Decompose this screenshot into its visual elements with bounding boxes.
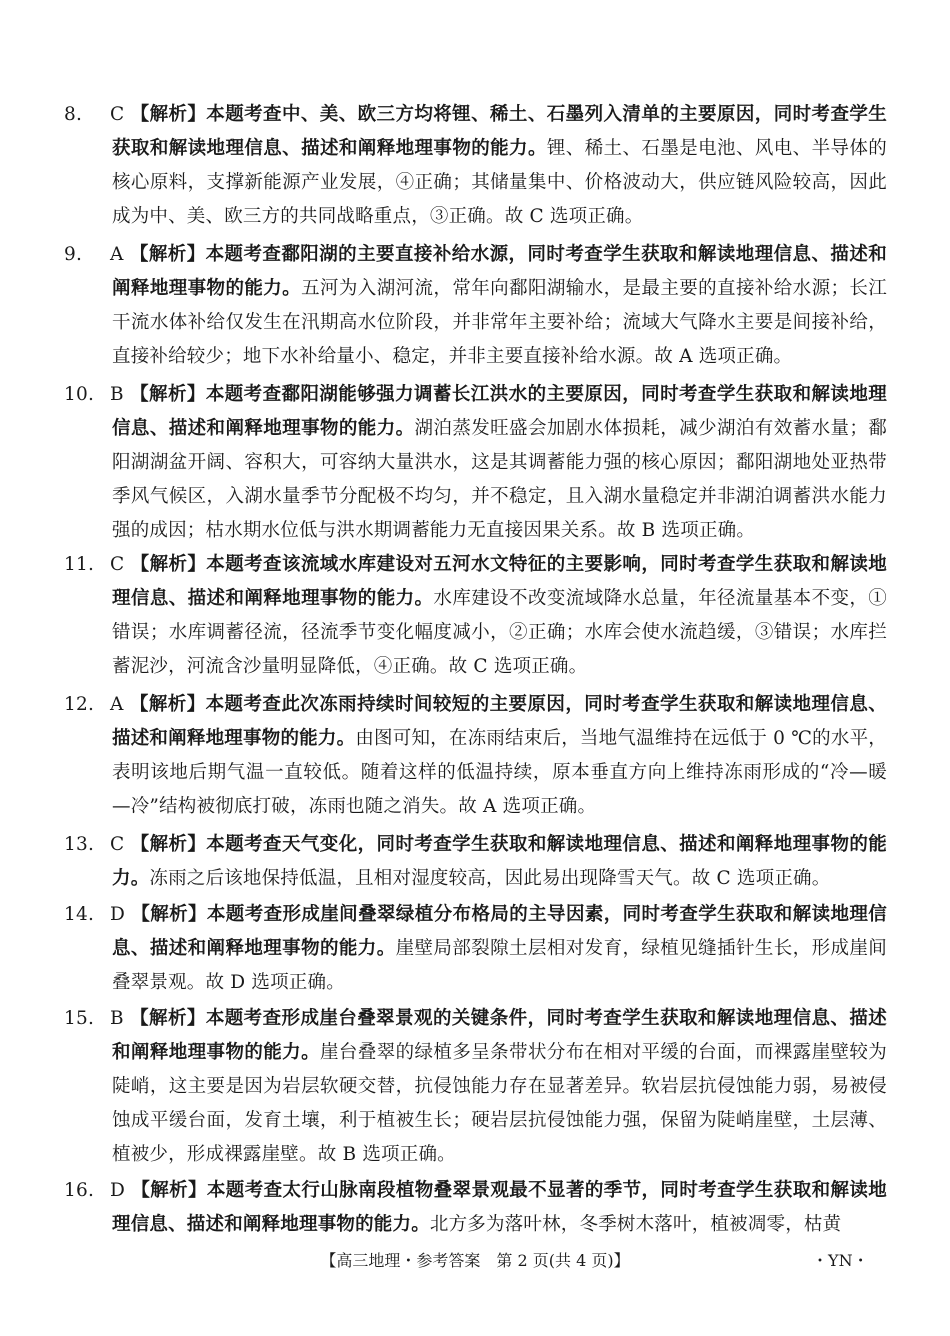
analysis-text: 北方多为落叶林，冬季树木落叶，植被凋零，枯黄	[429, 1214, 842, 1235]
analysis-text: 由图可知，在冻雨结束后，当地气温维持在远低于 0 ℃的水平，表明该地后期气温一直较低。随着这样的低温持续，原本垂直方向上维持冻雨形成的“冷—暖—冷”结构被彻底打破，冻雨也随之消失。故 A 选项正确。	[112, 728, 887, 817]
answer-item-15	[64, 1002, 887, 1172]
analysis-text: 锂、稀土、石墨是电池、风电、半导体的核心原料，支撑新能源产业发展，④正确；其储量集中、价格波动大，供应链风险较高，因此成为中、美、欧三方的共同战略重点，③正确。故 C 选项正确。	[112, 138, 887, 227]
question-number: 13.	[64, 834, 95, 855]
analysis-text: 五河为入湖河流，常年向鄱阳湖输水，是最主要的直接补给水源；长江干流水体补给仅发生在汛期高水位阶段，并非常年主要补给；流域大气降水主要是间接补给，直接补给较少；地下水补给量小、稳定，并非主要直接补给水源。故 A 选项正确。	[112, 278, 887, 367]
answer-item-12	[64, 688, 887, 824]
answer-item-8	[64, 98, 887, 234]
page-footer	[0, 1246, 950, 1276]
answer-item-10	[64, 378, 887, 548]
analysis-heading: 【解析】本题考查中、美、欧三方均将锂、稀土、石墨列入清单的主要原因，同时考查学生获取和解读地理信息、描述和阐释地理事物的能力。	[112, 104, 887, 159]
question-number: 15.	[64, 1008, 95, 1029]
answer-choice: B	[110, 384, 124, 405]
answer-choice: C	[110, 104, 125, 125]
analysis-heading: 【解析】本题考查此次冻雨持续时间较短的主要原因，同时考查学生获取和解读地理信息、描述和阐释地理事物的能力。	[112, 694, 887, 749]
analysis-text: 崖台叠翠的绿植多呈条带状分布在相对平缓的台面，而裸露崖壁较为陡峭，这主要是因为岩层软硬交替，抗侵蚀能力存在显著差异。软岩层抗侵蚀能力弱，易被侵蚀成平缓台面，发育土壤，利于植被生长；硬岩层抗侵蚀能力强，保留为陡峭崖壁，土层薄、植被少，形成裸露崖壁。故 B 选项正确。	[112, 1042, 887, 1165]
answer-item-11	[64, 548, 887, 684]
answer-choice: D	[110, 1180, 126, 1201]
answer-choice: D	[110, 904, 126, 925]
answer-item-13	[64, 828, 887, 896]
analysis-text: 湖泊蒸发旺盛会加剧水体损耗，减少湖泊有效蓄水量；鄱阳湖湖盆开阔、容积大，可容纳大量洪水，这是其调蓄能力强的核心原因；鄱阳湖地处亚热带季风气候区，入湖水量季节分配极不均匀，并不稳定，且入湖水量稳定并非湖泊调蓄洪水能力强的成因；枯水期水位低与洪水期调蓄能力无直接因果关系。故 B 选项正确。	[112, 418, 887, 541]
question-number: 14.	[64, 904, 95, 925]
question-number: 11.	[64, 554, 95, 575]
footer-region-code: ・YN・	[812, 1251, 869, 1270]
analysis-heading: 【解析】本题考查形成崖间叠翠绿植分布格局的主导因素，同时考查学生获取和解读地理信息、描述和阐释地理事物的能力。	[112, 904, 887, 959]
answer-item-16	[64, 1174, 887, 1242]
analysis-heading: 【解析】本题考查鄱阳湖能够强力调蓄长江洪水的主要原因，同时考查学生获取和解读地理信息、描述和阐释地理事物的能力。	[112, 384, 887, 439]
question-number: 8.	[64, 104, 83, 125]
question-number: 16.	[64, 1180, 95, 1201]
analysis-text: 崖壁局部裂隙土层相对发育，绿植见缝插针生长，形成崖间叠翠景观。故 D 选项正确。	[112, 938, 887, 993]
answer-item-14	[64, 898, 887, 1000]
analysis-heading: 【解析】本题考查形成崖台叠翠景观的关键条件，同时考查学生获取和解读地理信息、描述和阐释地理事物的能力。	[112, 1008, 887, 1063]
answer-item-9	[64, 238, 887, 374]
question-number: 9.	[64, 244, 83, 265]
answer-choice: B	[110, 1008, 124, 1029]
answer-choice: C	[110, 554, 125, 575]
question-number: 10.	[64, 384, 95, 405]
answer-choice: A	[110, 694, 124, 715]
analysis-heading: 【解析】本题考查太行山脉南段植物叠翠景观最不显著的季节，同时考查学生获取和解读地理信息、描述和阐释地理事物的能力。	[112, 1180, 887, 1235]
footer-page-info: 【高三地理・参考答案 第 2 页(共 4 页)】	[320, 1251, 630, 1270]
question-number: 12.	[64, 694, 95, 715]
answer-choice: A	[110, 244, 124, 265]
analysis-heading: 【解析】本题考查该流域水库建设对五河水文特征的主要影响，同时考查学生获取和解读地理信息、描述和阐释地理事物的能力。	[112, 554, 887, 609]
analysis-heading: 【解析】本题考查天气变化，同时考查学生获取和解读地理信息、描述和阐释地理事物的能力。	[112, 834, 887, 889]
answer-choice: C	[110, 834, 125, 855]
analysis-heading: 【解析】本题考查鄱阳湖的主要直接补给水源，同时考查学生获取和解读地理信息、描述和阐释地理事物的能力。	[112, 244, 887, 299]
analysis-text: 冻雨之后该地保持低温，且相对湿度较高，因此易出现降雪天气。故 C 选项正确。	[149, 868, 831, 889]
analysis-text: 水库建设不改变流域降水总量，年径流量基本不变，①错误；水库调蓄径流，径流季节变化幅度减小，②正确；水库会使水流趋缓，③错误；水库拦蓄泥沙，河流含沙量明显降低，④正确。故 C 选项正确。	[112, 588, 887, 677]
